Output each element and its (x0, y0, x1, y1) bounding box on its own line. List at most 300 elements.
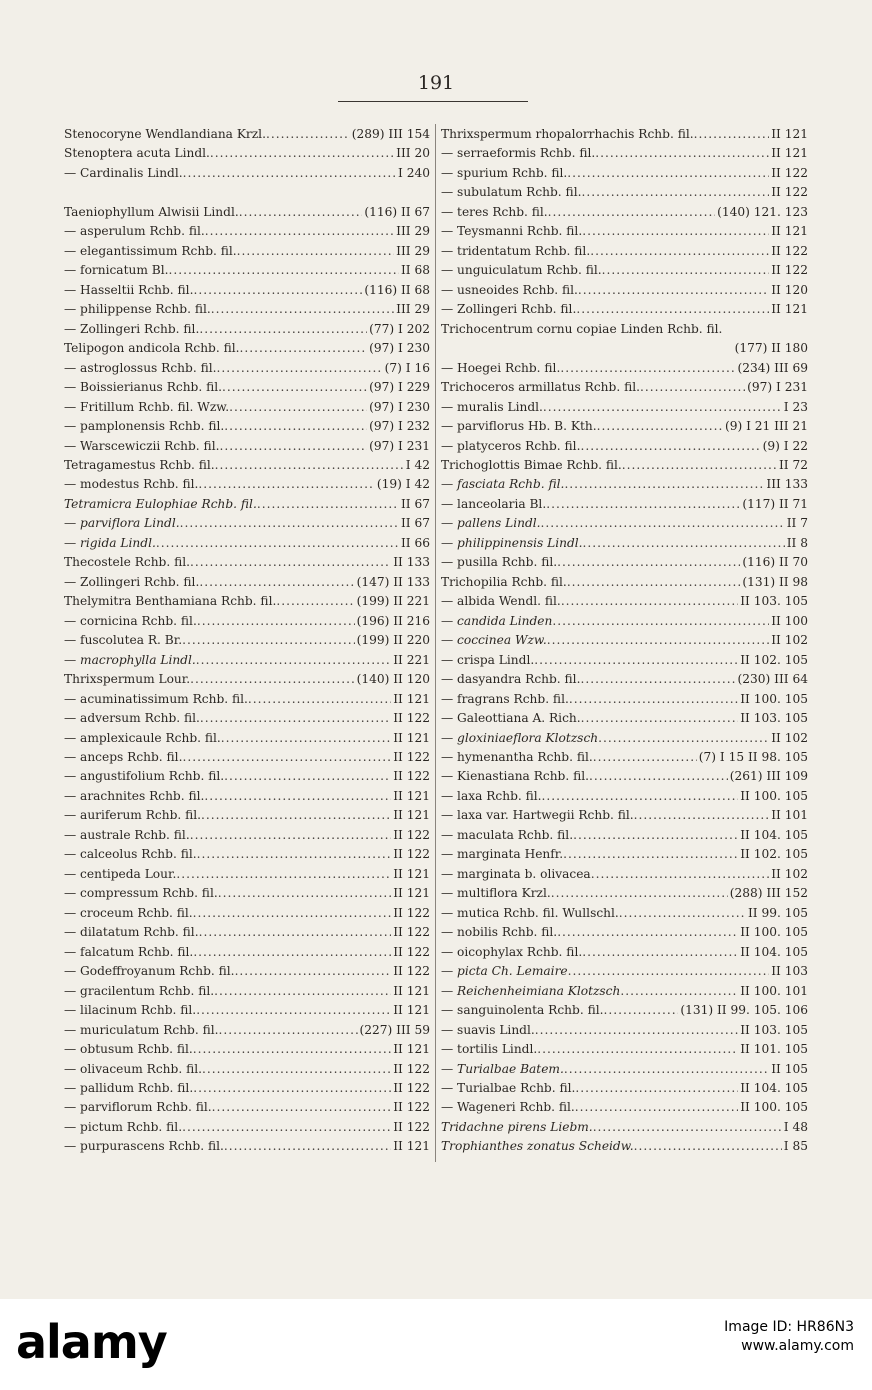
leader-dots (210, 144, 394, 163)
leader-dots (248, 690, 391, 709)
index-entry (64, 222, 430, 241)
entry-name: — spurium Rchb. fil. (441, 165, 568, 180)
entry-name: — gloxiniaeflora Klotzsch (441, 730, 599, 745)
entry-name: — Warscewiczii Rchb. fil. (64, 438, 220, 453)
index-entry (64, 943, 430, 962)
index-entry (64, 1118, 430, 1137)
entry-name: Trichopilia Rchb. fil. (441, 574, 567, 589)
entry-name: — parviflorum Rchb. fil. (64, 1100, 212, 1115)
entry-reference: II 100. 105 (740, 925, 808, 940)
entry-name: — parviflorus Hb. B. Kth. (441, 419, 597, 434)
entry-reference: II 100 (771, 613, 808, 628)
entry-name: — picta Ch. Lemaire (441, 964, 568, 979)
entry-name: — philippense Rchb. fil. (64, 302, 211, 317)
entry-name: — philippinensis Lindl. (441, 535, 583, 550)
leader-dots (567, 573, 741, 592)
leader-dots (567, 164, 769, 183)
leader-dots (229, 398, 367, 417)
index-entry (441, 514, 808, 533)
entry-reference: (7) I 16 (384, 360, 430, 375)
entry-name: — australe Rchb. fil. (64, 827, 190, 842)
leader-dots (196, 651, 391, 670)
entry-reference: II 122 (393, 847, 430, 862)
entry-reference: (97) I 231 (369, 438, 430, 453)
leader-dots (197, 845, 392, 864)
entry-reference: II 121 (393, 808, 430, 823)
entry-reference: II 121 (393, 730, 430, 745)
leader-dots (603, 1001, 678, 1020)
index-entry (64, 534, 430, 553)
entry-name: — macrophylla Lindl. (64, 652, 196, 667)
index-entry (441, 437, 808, 456)
entry-reference: II 121 (393, 788, 430, 803)
leader-dots (193, 1040, 391, 1059)
index-entry (441, 573, 808, 592)
leader-dots (634, 806, 770, 825)
entry-name: — nobilis Rchb. fil. (441, 925, 558, 940)
leader-dots (564, 475, 764, 494)
entry-name: — Cardinalis Lindl. (64, 165, 183, 180)
entry-reference: III 20 (396, 146, 430, 161)
leader-dots (224, 417, 367, 436)
entry-name: — tridentatum Rchb. fil. (441, 243, 591, 258)
index-entry (441, 495, 808, 514)
entry-name: — Boissierianus Rchb. fil. (64, 380, 222, 395)
leader-dots (199, 573, 354, 592)
entry-name: Trichocentrum cornu copiae Linden Rchb. fil. (441, 321, 723, 336)
entry-name: — arachnites Rchb. fil. (64, 788, 205, 803)
leader-dots (219, 1021, 358, 1040)
index-entry (441, 1001, 808, 1020)
leader-dots (193, 1079, 391, 1098)
index-entry (441, 651, 808, 670)
entry-reference: III 29 (396, 243, 430, 258)
entry-reference: II 133 (393, 555, 430, 570)
index-entry (441, 125, 808, 144)
leader-dots (197, 612, 355, 631)
entry-name: — amplexicaule Rchb. fil. (64, 730, 221, 745)
leader-dots (201, 806, 391, 825)
leader-dots (183, 164, 396, 183)
leader-dots (190, 826, 392, 845)
index-entry (441, 183, 808, 202)
index-entry (64, 767, 430, 786)
leader-dots (276, 592, 354, 611)
index-entry (441, 1079, 808, 1098)
entry-reference: II 7 (786, 516, 808, 531)
entry-reference: II 72 (778, 457, 808, 472)
index-entry (441, 592, 808, 611)
entry-reference: (97) I 231 (747, 380, 808, 395)
entry-name: — laxa var. Hartwegii Rchb. fil. (441, 808, 634, 823)
leader-dots (620, 982, 738, 1001)
entry-name: — Zollingeri Rchb. fil. (64, 574, 200, 589)
leader-dots (222, 378, 367, 397)
leader-dots (619, 904, 746, 923)
index-entry (64, 437, 430, 456)
index-entry (64, 573, 430, 592)
index-entry (441, 767, 808, 786)
entry-reference: (77) I 202 (369, 321, 430, 336)
leader-dots (193, 904, 392, 923)
leader-dots (557, 923, 738, 942)
index-entry (64, 398, 430, 417)
index-entry (64, 378, 430, 397)
leader-dots (202, 1060, 391, 1079)
index-entry (441, 1060, 808, 1079)
left-index-column (64, 125, 430, 1157)
index-entry (64, 670, 430, 689)
leader-dots (591, 865, 770, 884)
leader-dots (542, 787, 739, 806)
entry-reference: II 122 (393, 769, 430, 784)
entry-name: — modestus Rchb. fil. (64, 477, 199, 492)
index-entry (64, 962, 430, 981)
leader-dots (198, 475, 375, 494)
column-divider (435, 124, 436, 1162)
index-entry (64, 865, 430, 884)
leader-dots (541, 514, 785, 533)
index-entry (441, 670, 808, 689)
watermark-id-block (724, 1318, 854, 1356)
leader-dots (534, 651, 738, 670)
index-entry (64, 475, 430, 494)
leader-dots (182, 1118, 391, 1137)
index-entry (64, 320, 430, 339)
leader-dots (215, 456, 404, 475)
entry-name: Thrixspermum rhopalorrhachis Rchb. fil. (441, 127, 694, 141)
entry-name: — Kienastiana Rchb. fil. (441, 769, 589, 784)
entry-reference: II 104. 105 (740, 827, 808, 842)
index-entry (441, 612, 808, 631)
leader-dots (640, 378, 745, 397)
index-entry (64, 1001, 430, 1020)
entry-reference: II 122 (393, 750, 430, 764)
entry-name: — laxa Rchb. fil. (441, 788, 542, 803)
site-url-text: www.alamy.com (741, 1338, 854, 1354)
entry-name: — fuscolutea R. Br. (64, 633, 183, 648)
entry-reference: (9) I 22 (762, 438, 808, 453)
entry-name: — anceps Rchb. fil. (64, 750, 183, 764)
entry-reference: II 221 (393, 652, 430, 667)
index-entry (441, 923, 808, 942)
index-entry (64, 1137, 430, 1156)
index-entry (441, 144, 808, 163)
index-entry (441, 378, 808, 397)
index-entry (441, 261, 808, 280)
entry-reference: II 105 (771, 1061, 808, 1076)
leader-dots (575, 1098, 738, 1117)
index-entry (64, 456, 430, 475)
entry-reference: (230) III 64 (737, 672, 808, 687)
entry-reference: II 102 (771, 633, 808, 648)
entry-name: — dasyandra Rchb. fil. (441, 672, 581, 687)
leader-dots (193, 281, 362, 300)
leader-dots (190, 553, 391, 572)
index-entry (441, 631, 808, 650)
entry-reference: II 100. 105 (740, 788, 808, 803)
entry-reference: II 8 (786, 535, 808, 550)
entry-name: — sanguinolenta Rchb. fil. (441, 1003, 604, 1018)
entry-reference: II 68 (400, 263, 430, 278)
entry-reference: (288) III 152 (729, 886, 808, 901)
entry-name: — calceolus Rchb. fil. (64, 847, 197, 862)
entry-reference: II 122 (393, 1119, 430, 1134)
index-entry (441, 787, 808, 806)
leader-dots (575, 1079, 738, 1098)
index-entry (64, 904, 430, 923)
index-entry (64, 242, 430, 261)
index-entry (441, 1098, 808, 1117)
entry-reference: (97) I 230 (369, 399, 430, 414)
entry-reference: III 133 (766, 477, 808, 492)
entry-name: — centipeda Lour. (64, 866, 177, 881)
entry-name: — obtusum Rchb. fil. (64, 1042, 193, 1057)
index-entry (441, 203, 808, 222)
index-entry (64, 1060, 430, 1079)
index-entry (64, 1098, 430, 1117)
entry-name: — pallidum Rchb. fil. (64, 1080, 194, 1095)
index-entry (64, 709, 430, 728)
entry-reference: II 122 (393, 964, 430, 979)
entry-name: — platyceros Rchb. fil. (441, 438, 581, 453)
entry-reference: II 103. 105 (740, 711, 808, 726)
leader-dots (193, 943, 391, 962)
entry-reference: (140) 121. 123 (717, 204, 808, 219)
entry-reference: I 23 (783, 399, 808, 414)
leader-dots (235, 962, 392, 981)
leader-dots (537, 1040, 738, 1059)
index-entry (64, 729, 430, 748)
entry-name: — auriferum Rchb. fil. (64, 808, 202, 823)
entry-reference: II 122 (393, 827, 430, 842)
leader-dots (182, 631, 355, 650)
entry-reference: II 122 (771, 165, 808, 180)
entry-name: Thelymitra Benthamiana Rchb. fil. (64, 594, 277, 609)
entry-reference: II 67 (400, 516, 430, 531)
leader-dots (634, 1137, 782, 1156)
leader-dots (581, 709, 739, 728)
leader-dots (602, 261, 770, 280)
entry-name: — parviflora Lindl. (64, 516, 180, 531)
leader-dots (535, 1021, 738, 1040)
entry-name: Stenocoryne Wendlandiana Krzl. (64, 127, 266, 141)
watermark-logo: alamy (16, 1315, 167, 1369)
index-entry (441, 300, 808, 319)
entry-reference: II 121 (393, 1003, 430, 1018)
entry-name: — elegantissimum Rchb. fil. (64, 243, 237, 258)
leader-dots (190, 670, 354, 689)
index-entry (441, 475, 808, 494)
entry-name: — teres Rchb. fil. (441, 204, 548, 219)
leader-dots (547, 631, 769, 650)
leader-dots (216, 359, 382, 378)
leader-dots (224, 1137, 391, 1156)
entry-name: — purpurascens Rchb. fil. (64, 1139, 224, 1154)
index-entry (64, 144, 430, 163)
leader-dots (211, 300, 394, 319)
index-entry (64, 612, 430, 631)
leader-dots (266, 125, 350, 144)
index-entry (441, 417, 808, 436)
entry-reference: (227) III 59 (359, 1022, 430, 1037)
entry-name: — muriculatum Rchb. fil. (64, 1022, 219, 1037)
index-entry (64, 826, 430, 845)
entry-reference: II 101 (771, 808, 808, 823)
entry-name: Taeniophyllum Alwisii Lindl. (64, 204, 239, 219)
leader-dots (205, 222, 394, 241)
entry-name: — Turialbae Rchb. fil. (441, 1080, 576, 1095)
index-entry (64, 651, 430, 670)
entry-name: — acuminatissimum Rchb. fil. (64, 691, 248, 706)
leader-dots (182, 748, 391, 767)
entry-reference: II 121 (393, 1139, 430, 1154)
index-entry (64, 806, 430, 825)
entry-reference: (140) II 120 (356, 672, 430, 687)
entry-name: — fasciata Rchb. fil. (441, 477, 565, 492)
leader-dots (218, 884, 392, 903)
index-entry (441, 709, 808, 728)
entry-reference: II 122 (771, 243, 808, 258)
leader-dots (563, 845, 738, 864)
entry-name: — pictum Rchb. fil. (64, 1119, 183, 1134)
entry-name: — marginata b. olivacea (441, 866, 591, 881)
right-index-column (441, 125, 808, 1157)
leader-dots (196, 1001, 391, 1020)
leader-dots (548, 203, 715, 222)
index-entry (64, 281, 430, 300)
index-entry (64, 631, 430, 650)
index-entry (441, 884, 808, 903)
entry-reference: II 99. 105 (747, 905, 808, 920)
entry-reference: II 121 (771, 127, 808, 141)
leader-dots (576, 300, 769, 319)
entry-name: — muralis Lindl. (441, 399, 543, 414)
leader-dots (597, 417, 723, 436)
leader-dots (552, 612, 769, 631)
entry-name: — cornicina Rchb. fil. (64, 613, 197, 628)
index-entry (64, 553, 430, 572)
entry-name: — dilatatum Rchb. fil. (64, 925, 199, 940)
entry-reference: I 85 (783, 1139, 808, 1154)
entry-reference: II 122 (393, 1100, 430, 1115)
entry-name: — fragrans Rchb. fil. (441, 691, 569, 706)
entry-name: — serraeformis Rchb. fil. (441, 146, 596, 161)
entry-name: Trichoglottis Bimae Rchb. fil. (441, 457, 622, 472)
index-entry (64, 339, 430, 358)
index-entry (441, 943, 808, 962)
entry-name: Stenoptera acuta Lindl. (64, 146, 210, 161)
leader-dots (569, 690, 738, 709)
entry-name: Tetragamestus Rchb. fil. (64, 457, 215, 472)
entry-reference: III 29 (396, 224, 430, 239)
index-entry (441, 806, 808, 825)
entry-name: — crispa Lindl. (441, 652, 535, 667)
leader-dots (199, 320, 367, 339)
entry-reference: (177) II 180 (734, 341, 808, 356)
entry-reference: II 101. 105 (740, 1042, 808, 1057)
header-rule (338, 101, 528, 102)
entry-reference: II 121 (393, 886, 430, 901)
entry-name: — albida Wendl. fil. (441, 594, 561, 609)
entry-name: — Wageneri Rchb. fil. (441, 1100, 575, 1115)
entry-reference: II 122 (393, 711, 430, 726)
leader-dots (582, 222, 769, 241)
entry-name: — adversum Rchb. fil. (64, 711, 200, 726)
index-entry (441, 1118, 808, 1137)
leader-dots (573, 826, 738, 845)
index-entry (64, 923, 430, 942)
index-entry (64, 164, 430, 183)
leader-dots (557, 553, 740, 572)
entry-name: — compressum Rchb. fil. (64, 886, 218, 901)
entry-name: — hymenantha Rchb. fil. (441, 750, 593, 764)
entry-reference: (199) II 220 (356, 633, 430, 648)
entry-reference: (234) III 69 (737, 360, 808, 375)
entry-reference: I 240 (398, 165, 430, 180)
entry-name: — Turialbae Batem. (441, 1061, 564, 1076)
leader-dots (204, 787, 391, 806)
index-entry (64, 495, 430, 514)
leader-dots (239, 203, 363, 222)
entry-name: — oicophylax Rchb. fil. (441, 944, 583, 959)
leader-dots (593, 748, 697, 767)
entry-name: — Hasseltii Rchb. fil. (64, 282, 194, 297)
index-entry (64, 884, 430, 903)
entry-reference: (261) III 109 (729, 769, 808, 784)
leader-dots (564, 1060, 769, 1079)
entry-name: — maculata Rchb. fil. (441, 827, 574, 842)
entry-reference: II 122 (771, 263, 808, 278)
entry-reference: (97) I 230 (369, 341, 430, 356)
index-entry (441, 553, 808, 572)
index-entry (441, 845, 808, 864)
entry-reference: (289) III 154 (351, 127, 430, 141)
entry-name: — marginata Henfr. (441, 847, 564, 862)
entry-reference: II 102 (771, 866, 808, 881)
entry-reference: II 122 (393, 925, 430, 940)
index-entry (64, 359, 430, 378)
leader-dots (582, 943, 738, 962)
index-entry (64, 300, 430, 319)
entry-name: — unguiculatum Rchb. fil. (441, 263, 602, 278)
index-entry (441, 398, 808, 417)
entry-reference: (196) II 216 (356, 613, 430, 628)
entry-name: — astroglossus Rchb. fil. (64, 360, 217, 375)
index-entry (64, 514, 430, 533)
entry-reference: (199) II 221 (356, 594, 430, 609)
leader-dots (219, 437, 367, 456)
index-entry (441, 690, 808, 709)
entry-reference: (97) I 229 (369, 380, 430, 395)
entry-reference: II 103. 105 (740, 1022, 808, 1037)
leader-dots (214, 982, 391, 1001)
entry-reference: II 121 (393, 1042, 430, 1057)
entry-name: — pusilla Rchb. fil. (441, 555, 558, 570)
entry-name: — Teysmanni Rchb. fil. (441, 224, 583, 239)
entry-reference: II 100. 105 (740, 691, 808, 706)
entry-reference: (131) II 99. 105. 106 (680, 1003, 808, 1018)
leader-dots (156, 534, 399, 553)
leader-dots (578, 281, 769, 300)
leader-dots (176, 865, 391, 884)
leader-dots (568, 962, 770, 981)
entry-name: — olivaceum Rchb. fil. (64, 1061, 202, 1076)
entry-reference: II 121 (771, 224, 808, 239)
entry-name: — lanceolaria Bl. (441, 496, 547, 511)
index-entry (64, 125, 430, 144)
entry-name: — fornicatum Bl. (64, 263, 169, 278)
